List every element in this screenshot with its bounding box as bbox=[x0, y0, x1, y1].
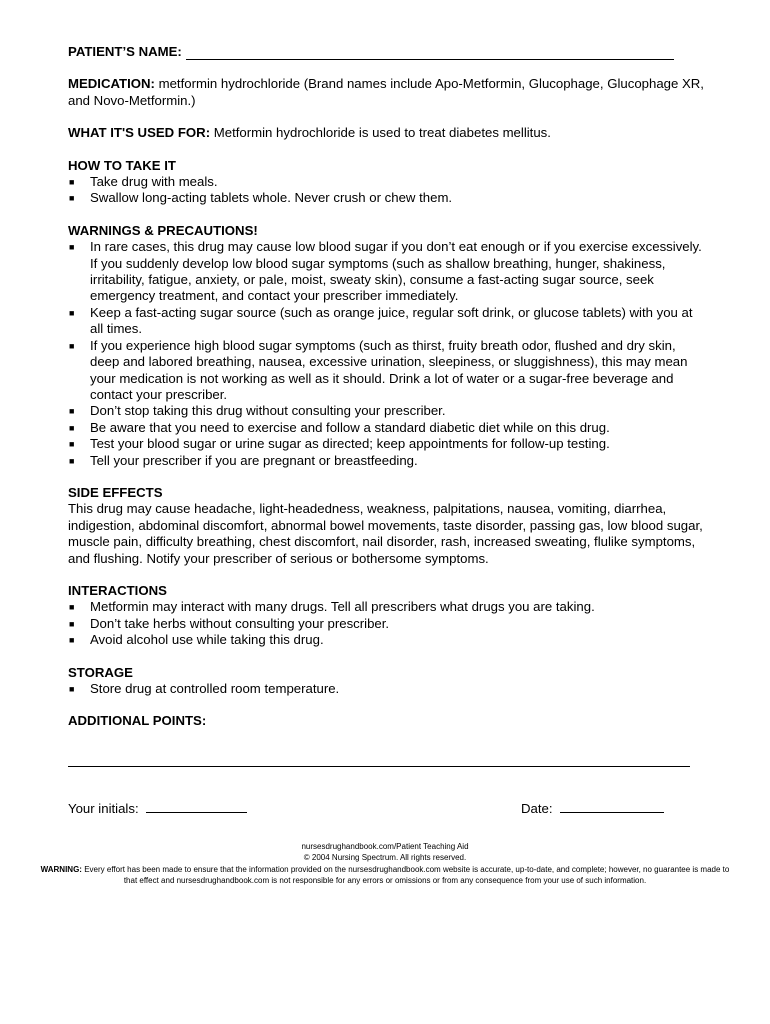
patient-name-field[interactable] bbox=[186, 47, 674, 60]
list-item bbox=[68, 338, 708, 404]
medication-label: MEDICATION: bbox=[68, 76, 155, 92]
interactions-list bbox=[68, 599, 708, 648]
list-item-text: Avoid alcohol use while taking this drug. bbox=[90, 632, 324, 648]
document-body bbox=[68, 44, 708, 730]
additional-points-field[interactable] bbox=[68, 766, 690, 767]
how-to-take-list bbox=[68, 174, 708, 207]
list-item bbox=[68, 190, 708, 206]
list-item-text: Store drug at controlled room temperature. bbox=[90, 681, 340, 696]
list-item bbox=[68, 420, 708, 436]
list-item-text: If you experience high blood sugar symptoms (such as thirst, fruity breath odor, flushed and dry skin, deep and labored breathing, nausea, excessive urination, sleepiness, or sluggishness), this may mean your medication is not working as well as it should. Drink a lot of water or a sugar-free beverage and contact your prescriber. bbox=[90, 337, 688, 402]
interactions-heading: INTERACTIONS bbox=[68, 582, 167, 598]
bullet-icon: ■ bbox=[69, 177, 75, 188]
list-item-text: Be aware that you need to exercise and follow a standard diabetic diet while on this drug. bbox=[90, 419, 610, 435]
storage-heading: STORAGE bbox=[68, 664, 133, 680]
list-item bbox=[68, 174, 708, 190]
bullet-icon: ■ bbox=[69, 635, 75, 646]
bullet-icon: ■ bbox=[69, 422, 75, 433]
list-item-text: Take drug with meals. bbox=[90, 174, 218, 190]
warnings-list bbox=[68, 239, 708, 469]
initials-row bbox=[68, 800, 247, 816]
bullet-icon: ■ bbox=[69, 618, 75, 629]
additional-points-heading: ADDITIONAL POINTS: bbox=[68, 713, 207, 729]
date-row bbox=[521, 800, 664, 816]
warnings-heading: WARNINGS & PRECAUTIONS! bbox=[68, 222, 258, 238]
list-item-text: Swallow long-acting tablets whole. Never crush or chew them. bbox=[90, 190, 453, 206]
list-item-text: Tell your prescriber if you are pregnant or breastfeeding. bbox=[90, 452, 418, 468]
used-for-text: Metformin hydrochloride is used to treat diabetes mellitus. bbox=[213, 125, 551, 141]
medication-text: metformin hydrochloride (Brand names include Apo-Metformin, Glucophage, Glucophage XR, and Novo-Metformin.) bbox=[68, 76, 704, 108]
list-item-text: Don’t take herbs without consulting your prescriber. bbox=[90, 615, 390, 631]
list-item-text: Don’t stop taking this drug without consulting your prescriber. bbox=[90, 403, 446, 419]
list-item bbox=[68, 681, 708, 697]
list-item bbox=[68, 599, 708, 615]
used-for-label: WHAT IT'S USED FOR: bbox=[68, 125, 211, 141]
list-item-text: Keep a fast-acting sugar source (such as orange juice, regular soft drink, or glucose tablets) with you at all times. bbox=[90, 304, 693, 337]
date-field[interactable] bbox=[560, 800, 664, 813]
medication-paragraph bbox=[68, 76, 708, 109]
used-for-paragraph bbox=[68, 125, 708, 141]
footer bbox=[40, 841, 730, 887]
list-item-text: Test your blood sugar or urine sugar as directed; keep appointments for follow-up testing. bbox=[90, 436, 610, 452]
bullet-icon: ■ bbox=[69, 602, 75, 613]
list-item bbox=[68, 453, 708, 469]
patient-name-label: PATIENT’S NAME: bbox=[68, 44, 182, 59]
initials-field[interactable] bbox=[146, 800, 247, 813]
footer-copyright: © 2004 Nursing Spectrum. All rights reserved. bbox=[303, 853, 467, 863]
bullet-icon: ■ bbox=[69, 193, 75, 204]
bullet-icon: ■ bbox=[69, 307, 75, 318]
list-item-text: Metformin may interact with many drugs. Tell all prescribers what drugs you are taking. bbox=[90, 599, 595, 615]
footer-source: nursesdrughandbook.com/Patient Teaching Aid bbox=[301, 842, 469, 851]
bullet-icon: ■ bbox=[69, 684, 75, 694]
list-item bbox=[68, 632, 708, 648]
bullet-icon: ■ bbox=[69, 455, 75, 466]
side-effects-heading: SIDE EFFECTS bbox=[68, 484, 163, 500]
footer-warning-text: Every effort has been made to ensure that the information provided on the nursesdrughandbook.com website is accurate, up-to-date, and complete; however, no guarantee is made to that effect and nursesdrughandbook.com is not responsible for any errors or omissions or from any consequence from your use of such information. bbox=[84, 864, 730, 886]
list-item bbox=[68, 403, 708, 419]
bullet-icon: ■ bbox=[69, 340, 75, 351]
list-item bbox=[68, 616, 708, 632]
how-to-take-heading: HOW TO TAKE IT bbox=[68, 157, 176, 173]
bullet-icon: ■ bbox=[69, 439, 75, 450]
date-label: Date: bbox=[521, 801, 553, 816]
list-item bbox=[68, 239, 708, 305]
initials-label: Your initials: bbox=[68, 801, 139, 816]
list-item bbox=[68, 305, 708, 338]
footer-disclaimer bbox=[40, 864, 730, 887]
side-effects-text: This drug may cause headache, light-headedness, weakness, palpitations, nausea, vomiting, diarrhea, indigestion, abdominal discomfort, abnormal bowel movements, taste disorder, passing gas, low blood sugar, muscle pain, difficulty breathing, chest discomfort, nail disorder, rash, increased sweating, flulike symptoms, and flushing. Notify your prescriber of serious or bothersome symptoms. bbox=[68, 501, 703, 566]
footer-warning-label: WARNING: bbox=[40, 864, 82, 874]
storage-list bbox=[68, 681, 708, 697]
bullet-icon: ■ bbox=[69, 242, 75, 253]
patient-name-row bbox=[68, 44, 708, 60]
bullet-icon: ■ bbox=[69, 406, 75, 417]
list-item-text: In rare cases, this drug may cause low blood sugar if you don’t eat enough or if you exercise excessively. If you suddenly develop low blood sugar symptoms (such as shallow breathing, hunger, shakiness, irritability, fatigue, anxiety, or pale, moist, sweaty skin), consume a fast-acting sugar source, seek emergency treatment, and contact your prescriber immediately. bbox=[90, 239, 702, 304]
list-item bbox=[68, 436, 708, 452]
